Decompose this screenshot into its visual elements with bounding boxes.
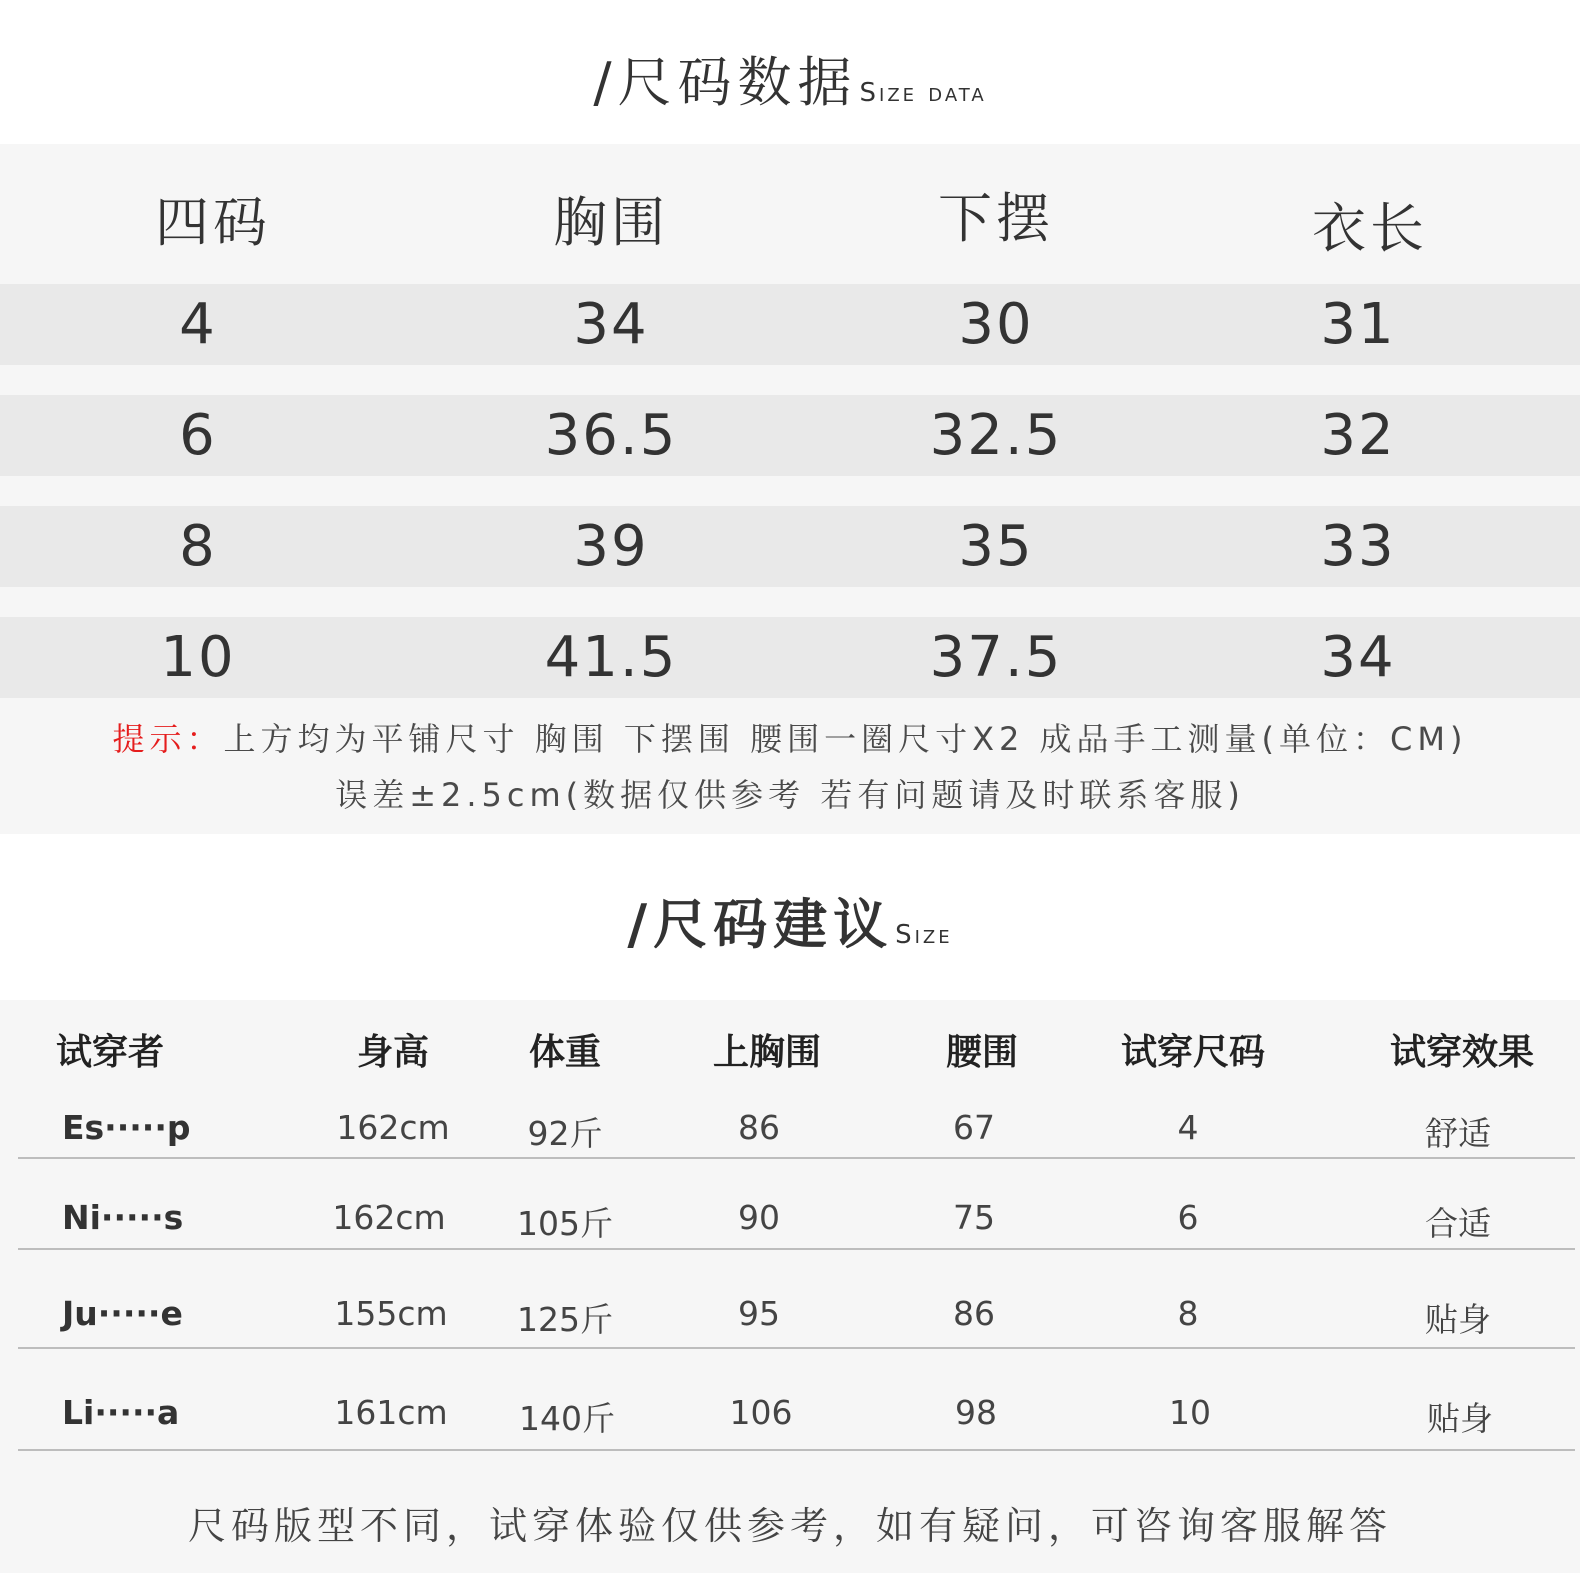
size-data-title-sub: Size data bbox=[859, 78, 987, 108]
tester-height: 155cm bbox=[334, 1294, 448, 1333]
row-divider bbox=[18, 1449, 1575, 1451]
suggest-header-tester: 试穿者 bbox=[55, 1032, 164, 1073]
tester-weight: 140斤 bbox=[519, 1399, 615, 1438]
tester-weight: 92斤 bbox=[527, 1114, 603, 1153]
tester-size: 4 bbox=[1177, 1108, 1199, 1147]
tester-weight: 105斤 bbox=[517, 1204, 613, 1243]
tester-bust: 90 bbox=[738, 1198, 780, 1237]
notice-line-1 bbox=[0, 714, 1580, 760]
tester-size: 10 bbox=[1169, 1393, 1211, 1432]
tester-name: Li·····a bbox=[62, 1393, 180, 1432]
tester-weight: 125斤 bbox=[517, 1300, 613, 1339]
tester-size: 6 bbox=[1177, 1198, 1199, 1237]
size-suggestion-title bbox=[0, 882, 1580, 962]
notice-text-1: 上方均为平铺尺寸 胸围 下摆围 腰围一圈尺寸X2 成品手工测量(单位：CM) bbox=[223, 720, 1468, 758]
tester-effect: 贴身 bbox=[1427, 1399, 1493, 1438]
tester-bust: 86 bbox=[738, 1108, 780, 1147]
tester-waist: 98 bbox=[955, 1393, 997, 1432]
size-data-title-main: /尺码数据 bbox=[593, 51, 858, 114]
tester-bust: 106 bbox=[729, 1393, 793, 1432]
size-cell: 4 bbox=[179, 292, 217, 357]
notice-line-2: 误差±2.5cm(数据仅供参考 若有问题请及时联系客服) bbox=[335, 776, 1245, 814]
size-cell: 33 bbox=[1320, 514, 1396, 579]
size-cell: 8 bbox=[179, 514, 217, 579]
size-cell: 37.5 bbox=[929, 625, 1063, 690]
tester-height: 162cm bbox=[332, 1198, 446, 1237]
suggest-header-bust: 上胸围 bbox=[712, 1032, 821, 1073]
suggest-header-height: 身高 bbox=[356, 1032, 429, 1073]
tester-waist: 86 bbox=[953, 1294, 995, 1333]
size-cell: 39 bbox=[573, 514, 649, 579]
size-suggestion-title-main: /尺码建议 bbox=[627, 893, 894, 956]
tester-waist: 67 bbox=[953, 1108, 995, 1147]
size-cell: 6 bbox=[179, 403, 217, 468]
tester-effect: 贴身 bbox=[1425, 1300, 1491, 1339]
tester-name: Ju·····e bbox=[62, 1294, 183, 1333]
tester-height: 162cm bbox=[336, 1108, 450, 1147]
tester-effect: 合适 bbox=[1425, 1204, 1491, 1243]
size-header-hem: 下摆 bbox=[938, 187, 1054, 250]
suggestion-footer-note: 尺码版型不同，试穿体验仅供参考，如有疑问，可咨询客服解答 bbox=[187, 1504, 1392, 1548]
size-data-title bbox=[0, 40, 1580, 120]
tester-effect: 舒适 bbox=[1425, 1114, 1491, 1153]
size-cell: 35 bbox=[958, 514, 1034, 579]
size-data-table bbox=[0, 144, 1580, 834]
size-cell: 34 bbox=[573, 292, 649, 357]
size-cell: 31 bbox=[1320, 292, 1396, 357]
size-cell: 36.5 bbox=[544, 403, 678, 468]
tester-height: 161cm bbox=[334, 1393, 448, 1432]
row-divider bbox=[18, 1248, 1575, 1250]
row-divider bbox=[18, 1347, 1575, 1349]
tester-waist: 75 bbox=[953, 1198, 995, 1237]
notice-label: 提示： bbox=[112, 720, 224, 758]
size-cell: 10 bbox=[160, 625, 236, 690]
size-suggestion-table bbox=[0, 1000, 1580, 1573]
size-header-chest: 胸围 bbox=[553, 191, 669, 254]
size-suggestion-title-sub: Size bbox=[895, 920, 953, 950]
suggest-header-waist: 腰围 bbox=[945, 1032, 1018, 1073]
size-header-length: 衣长 bbox=[1312, 197, 1428, 260]
tester-size: 8 bbox=[1177, 1294, 1199, 1333]
row-divider bbox=[18, 1157, 1575, 1159]
size-cell: 34 bbox=[1320, 625, 1396, 690]
suggest-header-weight: 体重 bbox=[528, 1032, 601, 1073]
suggest-header-effect: 试穿效果 bbox=[1389, 1032, 1534, 1073]
tester-name: Ni·····s bbox=[62, 1198, 184, 1237]
size-cell: 41.5 bbox=[544, 625, 678, 690]
size-cell: 32 bbox=[1320, 403, 1396, 468]
tester-bust: 95 bbox=[738, 1294, 780, 1333]
size-cell: 30 bbox=[958, 292, 1034, 357]
size-header-size: 四码 bbox=[155, 191, 271, 254]
tester-name: Es·····p bbox=[62, 1108, 191, 1147]
size-cell: 32.5 bbox=[929, 403, 1063, 468]
suggest-header-size: 试穿尺码 bbox=[1120, 1032, 1265, 1073]
